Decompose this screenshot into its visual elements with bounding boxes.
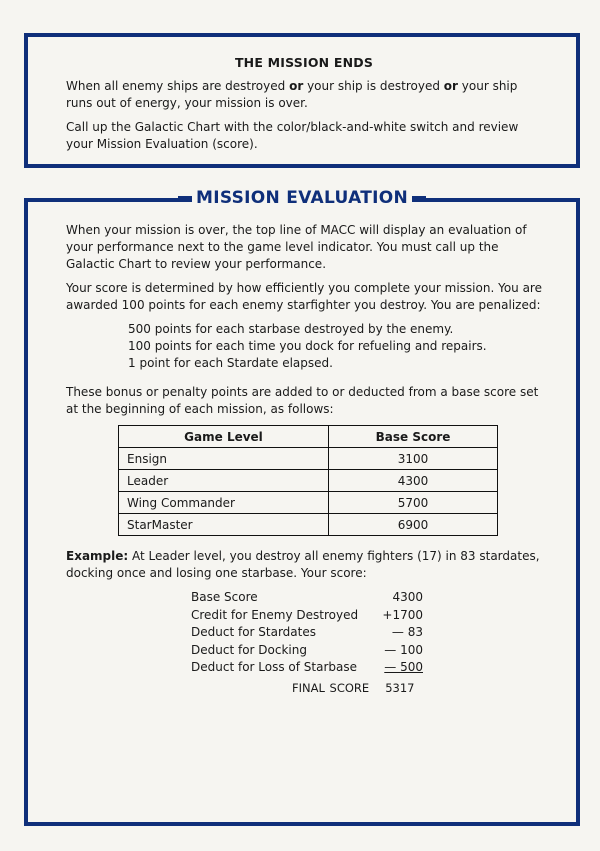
cell-level: StarMaster (119, 514, 329, 536)
evaluation-paragraph-2: Your score is determined by how efficiently you complete your mission. You are awarded 100 points for each enemy starfighter you destroy. You are penalized: (66, 281, 542, 312)
title-rule-right (412, 196, 426, 200)
cell-level: Wing Commander (119, 492, 329, 514)
cell-score: 4300 (329, 470, 498, 492)
header-game-level: Game Level (119, 426, 329, 448)
evaluation-paragraph-3: These bonus or penalty points are added to or deducted from a base score set at the beginning of each mission, as follows: (66, 385, 539, 416)
table-row (119, 448, 498, 470)
score-line: Deduct for Loss of Starbase — 500 (191, 660, 423, 674)
cell-score: 5700 (329, 492, 498, 514)
penalty-item: 100 points for each time you dock for refueling and repairs. (128, 339, 487, 353)
table-row (119, 492, 498, 514)
cell-score: 3100 (329, 448, 498, 470)
header-base-score: Base Score (329, 426, 498, 448)
example-paragraph: Example: At Leader level, you destroy all enemy fighters (17) in 83 stardates, docking once and losing one starbase. Your score: (66, 549, 540, 580)
score-line: Base Score 4300 (191, 590, 423, 604)
table-row (119, 514, 498, 536)
cell-level: Leader (119, 470, 329, 492)
penalty-list (128, 321, 546, 372)
score-line: Deduct for Docking — 100 (191, 642, 423, 657)
cell-level: Ensign (119, 448, 329, 470)
mission-ends-paragraph-1: When all enemy ships are destroyed or your ship is destroyed or your ship runs out of energy, your mission is over. (66, 79, 518, 110)
title-rule-left (178, 196, 192, 200)
final-score (292, 677, 546, 699)
base-score-table (118, 425, 498, 536)
evaluation-paragraph-1: When your mission is over, the top line of MACC will display an evaluation of your performance next to the game level indicator. You must call up the Galactic Chart to review your performance. (66, 223, 527, 271)
final-score-value: 5317 (385, 680, 415, 695)
mission-evaluation-box (24, 188, 580, 826)
mission-evaluation-title (178, 188, 426, 208)
table-header-row (119, 426, 498, 448)
score-line: Credit for Enemy Destroyed +1700 (191, 607, 423, 622)
penalty-item: 1 point for each Stardate elapsed. (128, 356, 333, 370)
table-row (119, 470, 498, 492)
mission-ends-paragraph-2: Call up the Galactic Chart with the color/black-and-white switch and review your Mission Evaluation (score). (66, 120, 519, 151)
final-score-label: FINAL SCORE (292, 680, 370, 695)
mission-evaluation-title-text: MISSION EVALUATION (192, 188, 412, 208)
mission-ends-heading: THE MISSION ENDS (234, 55, 374, 70)
cell-score: 6900 (329, 514, 498, 536)
penalty-item: 500 points for each starbase destroyed by the enemy. (128, 322, 454, 336)
example-label: Example: (66, 549, 129, 563)
score-calculation (191, 589, 423, 677)
mission-ends-box (24, 33, 580, 168)
score-line: Deduct for Stardates — 83 (191, 625, 423, 639)
